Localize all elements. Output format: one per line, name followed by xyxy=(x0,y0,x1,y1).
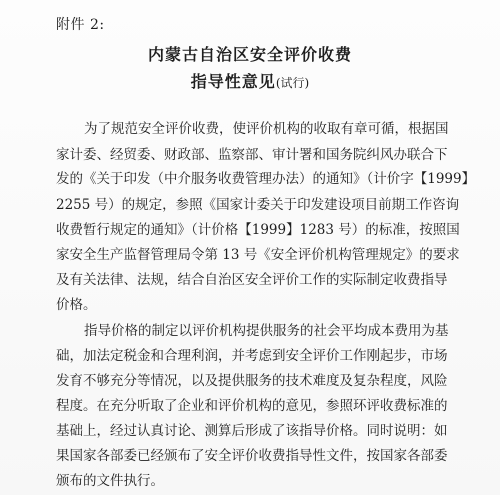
paragraph-line: 价格。 xyxy=(56,297,97,313)
paragraph-line: 果国家各部委已经颁布了安全评价收费指导性文件，按国家各部委 xyxy=(56,448,448,464)
paragraph-line: 基础上，经过认真讨论、测算后形成了该指导价格。同时说明：如 xyxy=(56,423,448,439)
paragraph-line: 及有关法律、法规，结合自治区安全评价工作的实际制定收费指导 xyxy=(56,272,448,288)
attachment-label: 附件 2: xyxy=(56,17,105,33)
document-title: 内蒙古自治区安全评价收费 xyxy=(147,45,352,64)
paragraph-line: 收费暂行规定的通知》（计价格【1999】1283 号）的标准，按照国 xyxy=(56,222,460,238)
paragraph-line: 发育不够充分等情况，以及提供服务的技术难度及复杂程度，风险 xyxy=(56,373,448,389)
subtitle-note: (试行) xyxy=(275,76,310,90)
paragraph-line: 颁布的文件执行。 xyxy=(56,473,164,489)
document-subtitle xyxy=(0,69,500,92)
paragraph-line: 础，加法定税金和合理利润，并考虑到安全评价工作刚起步，市场 xyxy=(56,348,448,364)
paragraph-line: 家安全生产监督管理局令第 13 号《安全评价机构管理规定》的要求 xyxy=(56,247,460,263)
paragraph-line: 发的《关于印发（中介服务收费管理办法）的通知》（计价字【1999】 xyxy=(56,171,476,187)
paragraph-line: 2255 号）的规定，参照《国家计委关于印发建设项目前期工作咨询 xyxy=(56,197,460,213)
subtitle-text: 指导性意见 xyxy=(190,72,276,91)
paragraph-line: 程度。在充分听取了企业和评价机构的意见，参照环评收费标准的 xyxy=(56,398,448,414)
paragraph-line: 家计委、经贸委、财政部、监察部、审计署和国务院纠风办联合下 xyxy=(56,147,448,163)
paragraph-line: 指导价格的制定以评价机构提供服务的社会平均成本费用为基 xyxy=(84,323,449,339)
paragraph-line: 为了规范安全评价收费，使评价机构的收取有章可循，根据国 xyxy=(84,121,449,137)
